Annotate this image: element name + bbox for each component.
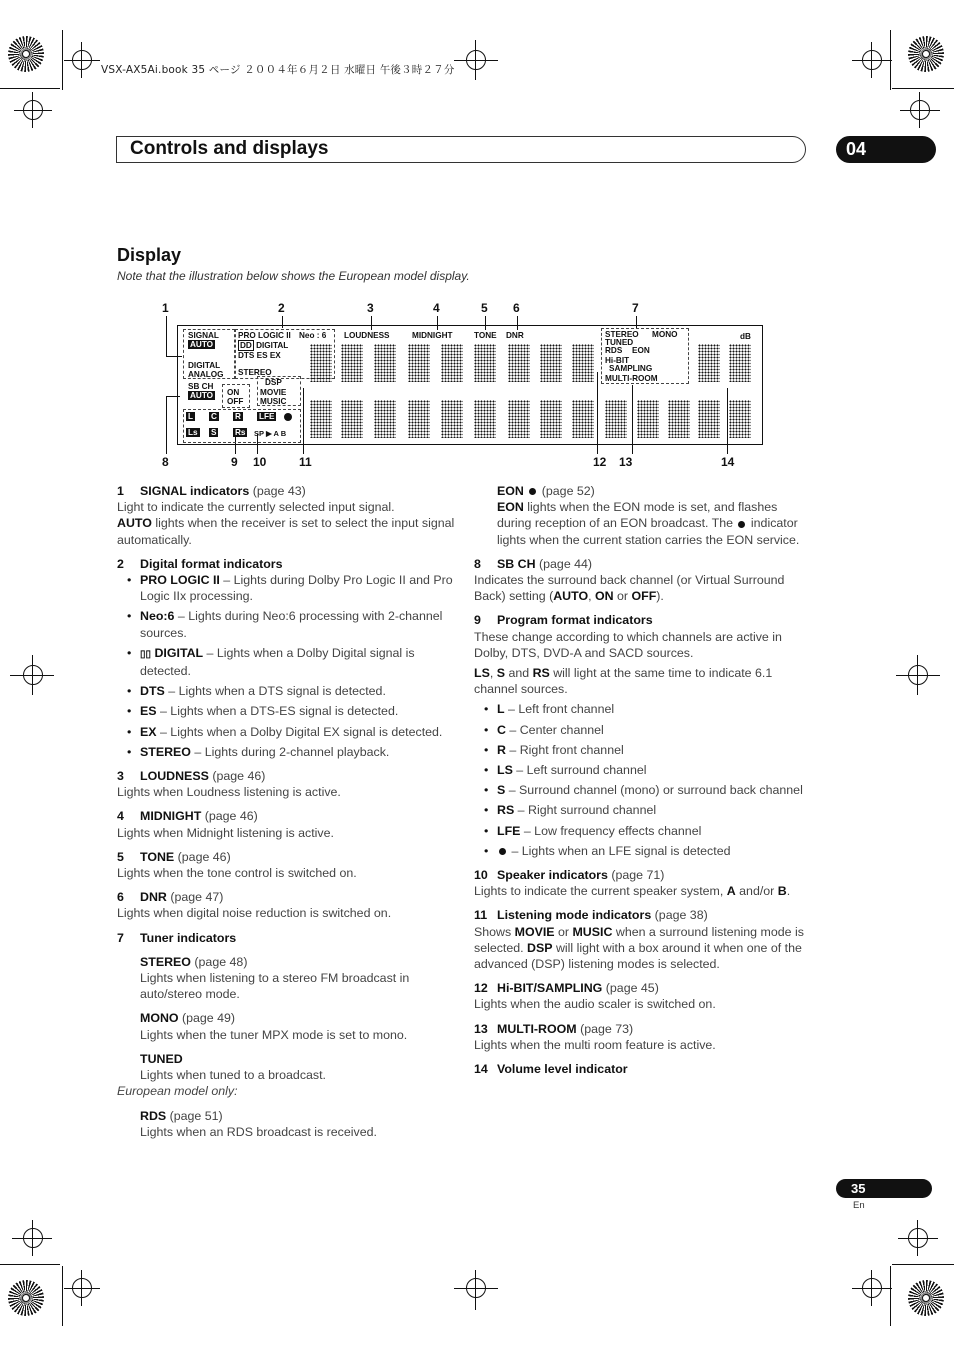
hibit-label: Hi-BIT	[605, 356, 630, 365]
sbch-label: SB CH	[188, 382, 214, 391]
dsp-label: DSP	[265, 378, 282, 387]
tuned-label: TUNED	[605, 338, 634, 347]
callout-14: 14	[721, 455, 735, 469]
callout-3: 3	[367, 301, 374, 315]
neo6-label: Neo : 6	[299, 331, 327, 340]
db-label: dB	[740, 332, 751, 341]
on-label: ON	[227, 388, 240, 397]
language-label: En	[853, 1200, 865, 1211]
movie-label: MOVIE	[260, 388, 287, 397]
callout-8: 8	[162, 455, 169, 469]
eon-label: EON	[632, 346, 650, 355]
eon-dot-icon	[738, 521, 745, 528]
callout-1: 1	[162, 301, 169, 315]
digital-label: DIGITAL	[188, 361, 221, 370]
callout-9: 9	[231, 455, 238, 469]
callout-11: 11	[299, 455, 312, 469]
chapter-title: Controls and displays	[130, 138, 329, 159]
music-label: MUSIC	[260, 397, 287, 406]
rds-label: RDS	[605, 346, 623, 355]
lfe-dot-icon	[499, 848, 506, 855]
callout-7: 7	[632, 301, 639, 315]
ch-ls-label: Ls	[188, 428, 198, 437]
section-note: Note that the illustration below shows the European model display.	[117, 269, 470, 283]
ch-rs-label: Rs	[235, 428, 246, 437]
stereo-label: STEREO	[238, 368, 272, 377]
right-column: EON (page 52) EON lights when the EON mode is set, and flashes during reception of an EON broadcast. The indicator lights when the current station carries the EON service. 8 SB CH (page 44) Indicates the surround back channel (or Virtual Surround Back) setting (AUTO, ON or OFF). 9 Program format indicators These change according to which channels are active in Dolby, DTS, DVD-A and SACD sources. LS, S and RS will light at the same time to indicate 6.1 channel sources. • L – Left front channel • C – Center channel • R – Right front channel • LS – Left surround channel • S – Surround channel (mono) or surround back channel • RS – Right surround channel • LFE – Low frequency effects channel • – Lights when an LFE signal is detected 10 Speaker indicators (page 71) Lights to indicate the current speaker system, A and/or B. 11 Listening mode indicators (page 38) Shows MOVIE or MUSIC when a surround listening mode is selected. DSP will light with a box around it when one of the advanced (DSP) listening modes is selected. 12 Hi-BIT/SAMPLING (page 45) Lights when the audio scaler is switched on. 13 MULTI-ROOM (page 73) Lights when the multi room feature is active. 14 Volume level indicator	[474, 483, 812, 1077]
ch-r-label: R	[235, 412, 241, 421]
page-number: 35	[836, 1179, 932, 1198]
auto-label: AUTO	[190, 340, 214, 349]
callout-13: 13	[619, 455, 633, 469]
off-label: OFF	[227, 397, 244, 406]
callout-4: 4	[433, 301, 440, 315]
sampling-label: SAMPLING	[609, 364, 653, 373]
lfe-dot-icon	[284, 413, 292, 421]
callout-2: 2	[278, 301, 285, 315]
starburst-registration-icon	[908, 1280, 944, 1316]
ch-s-label: S	[211, 428, 217, 437]
callout-10: 10	[253, 455, 267, 469]
prologic-label: PRO LOGIC II	[238, 331, 291, 340]
tuner-stereo-label: STEREO	[605, 330, 639, 339]
callout-5: 5	[481, 301, 488, 315]
display-diagram	[177, 325, 763, 445]
midnight-label: MIDNIGHT	[412, 331, 453, 340]
analog-label: ANALOG	[188, 370, 224, 379]
starburst-registration-icon	[908, 36, 944, 72]
callout-12: 12	[593, 455, 607, 469]
ch-lfe-label: LFE	[259, 412, 275, 421]
dts-es-ex-label: DTS ES EX	[238, 351, 281, 360]
eon-dot-icon	[529, 488, 536, 495]
callout-6: 6	[513, 301, 520, 315]
dolby-digital-label: DD DIGITAL	[240, 341, 289, 350]
sbch-auto-label: AUTO	[190, 391, 214, 400]
section-title: Display	[117, 245, 182, 265]
left-column: 1 SIGNAL indicators (page 43) Light to indicate the currently selected input signal. AUTO lights when the receiver is set to select the input signal automatically. 2 Digital format indicators • PRO LOGIC II – Lights during Dolby Pro Logic II and Pro Logic IIx processing. • Neo:6 – Lights during Neo:6 processing with 2-channel sources. • ▯▯ DIGITAL – Lights when a Dolby Digital signal is detected. • DTS – Lights when a DTS signal is detected. • ES – Lights when a DTS-ES signal is detected. • EX – Lights when a Dolby Digital EX signal is detected. • STEREO – Lights during 2-channel playback. 3 LOUDNESS (page 46) Lights when Loudness listening is active. 4 MIDNIGHT (page 46) Lights when Midnight listening is active. 5 TONE (page 46) Lights when the tone control is switched on. 6 DNR (page 47) Lights when digital noise reduction is switched on. 7 Tuner indicators STEREO (page 48) Lights when listening to a stereo FM broadcast in auto/stereo mode. MONO (page 49) Lights when the tuner MPX mode is set to mono. TUNED Lights when tuned to a broadcast. European model only: RDS (page 51) Lights when an RDS broadcast is received.	[117, 483, 457, 1140]
multiroom-label: MULTI-ROOM	[605, 374, 658, 383]
loudness-label: LOUDNESS	[344, 331, 390, 340]
dnr-label: DNR	[506, 331, 524, 340]
starburst-registration-icon	[8, 1280, 44, 1316]
tone-label: TONE	[474, 331, 497, 340]
sp-ab-label: SP ▶ A B	[254, 429, 287, 438]
mono-label: MONO	[652, 330, 678, 339]
signal-label: SIGNAL	[188, 331, 219, 340]
print-header: VSX-AX5Ai.book 35 ページ ２００４年６月２日 水曜日 午後３時２７分	[101, 64, 455, 76]
starburst-registration-icon	[8, 36, 44, 72]
ch-c-label: C	[211, 412, 217, 421]
ch-l-label: L	[188, 412, 194, 421]
chapter-number: 04	[836, 136, 936, 163]
